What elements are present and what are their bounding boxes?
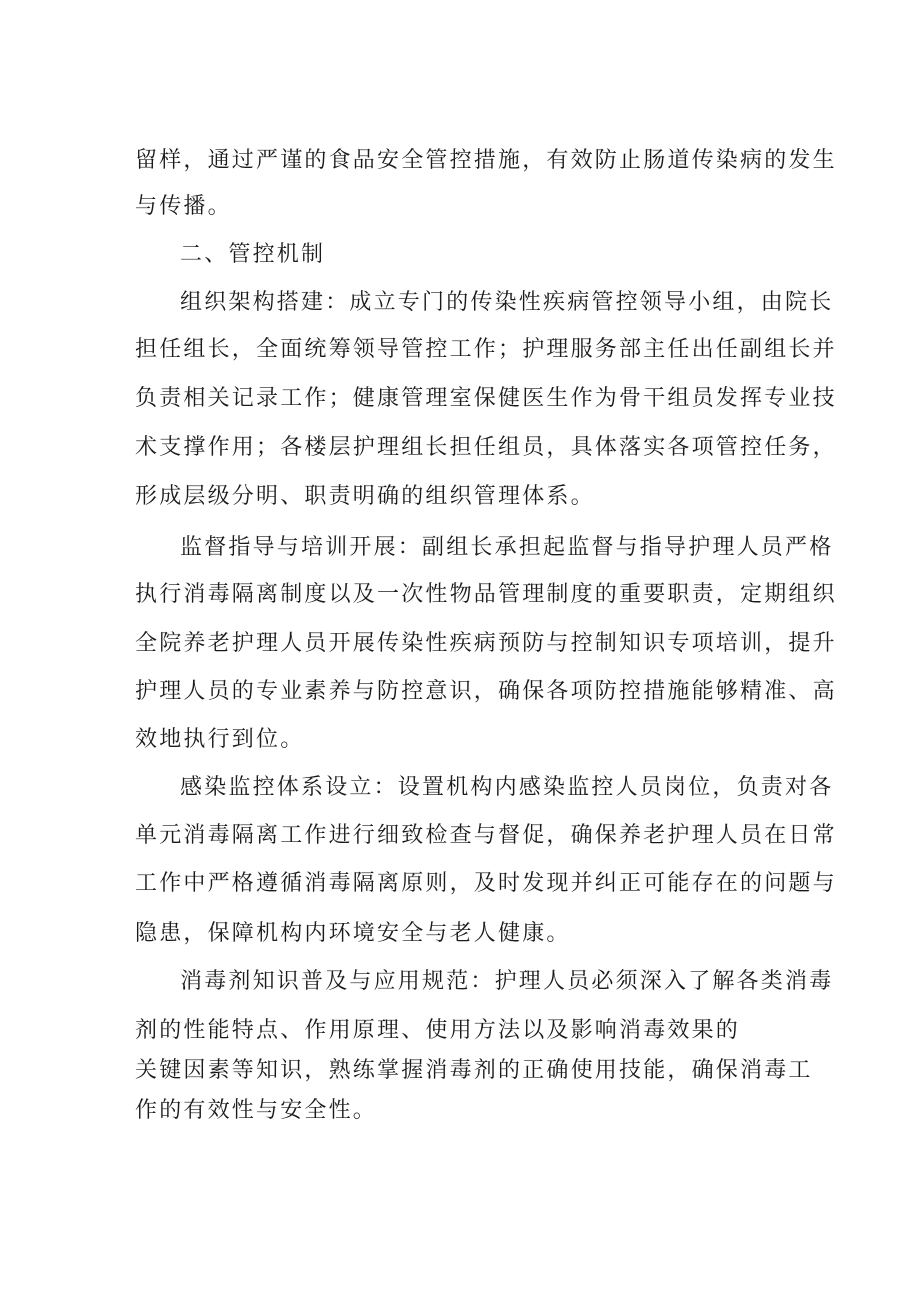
- text-line: 隐患，保障机构内环境安全与老人健康。: [135, 921, 571, 946]
- text-line: 全院养老护理人员开展传染性疾病预防与控制知识专项培训，提升: [135, 631, 837, 656]
- paragraph-first-line: 感染监控体系设立：设置机构内感染监控人员岗位，负责对各: [180, 775, 834, 800]
- text-line: 关键因素等知识，熟练掌握消毒剂的正确使用技能，确保消毒工: [135, 1058, 813, 1083]
- paragraph-first-line: 组织架构搭建：成立专门的传染性疾病管控领导小组，由院长: [180, 290, 834, 315]
- text-line: 作的有效性与安全性。: [135, 1098, 378, 1123]
- text-line: 护理人员的专业素养与防控意识，确保各项防控措施能够精准、高: [135, 679, 837, 704]
- text-line: 形成层级分明、职责明确的组织管理体系。: [135, 484, 595, 509]
- text-line: 单元消毒隔离工作进行细致检查与督促，确保养老护理人员在日常: [135, 823, 837, 848]
- text-line: 工作中严格遵循消毒隔离原则，及时发现并纠正可能存在的问题与: [135, 871, 837, 896]
- text-line: 担任组长，全面统筹领导管控工作；护理服务部主任出任副组长并: [135, 337, 837, 362]
- text-line: 负责相关记录工作；健康管理室保健医生作为骨干组员发挥专业技: [135, 386, 837, 411]
- text-line: 效地执行到位。: [135, 727, 305, 752]
- text-line: 与传播。: [135, 194, 232, 219]
- text-line: 术支撑作用；各楼层护理组长担任组员，具体落实各项管控任务，: [135, 435, 837, 460]
- text-line: 执行消毒隔离制度以及一次性物品管理制度的重要职责，定期组织: [135, 582, 837, 607]
- text-line: 留样，通过严谨的食品安全管控措施，有效防止肠道传染病的发生: [135, 148, 837, 173]
- paragraph-first-line: 监督指导与培训开展：副组长承担起监督与指导护理人员严格: [180, 535, 834, 560]
- paragraph-first-line: 消毒剂知识普及与应用规范：护理人员必须深入了解各类消毒: [180, 969, 834, 994]
- section-heading: 二、管控机制: [180, 242, 326, 267]
- text-line: 剂的性能特点、作用原理、使用方法以及影响消毒效果的: [135, 1018, 741, 1043]
